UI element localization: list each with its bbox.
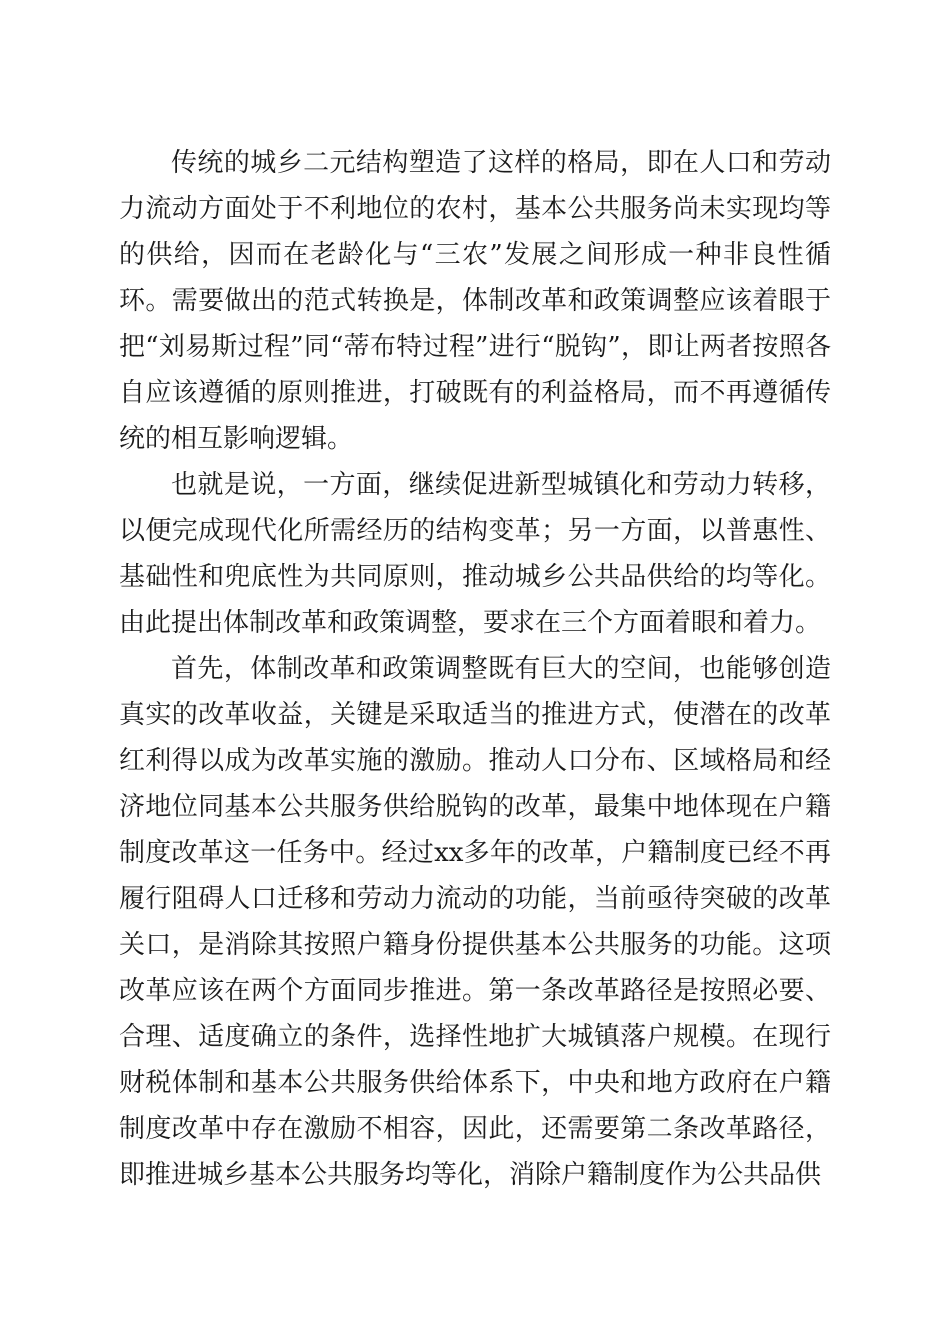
paragraph-1: 传统的城乡二元结构塑造了这样的格局，即在人口和劳动力流动方面处于不利地位的农村，基本公共服务尚未实现均等的供给，因而在老龄化与“三农”发展之间形成一种非良性循环。需要做出的范式转换是，体制改革和政策调整应该着眼于把“刘易斯过程”同“蒂布特过程”进行“脱钩”，即让两者按照各自应该遵循的原则推进，打破既有的利益格局，而不再遵循传统的相互影响逻辑。 bbox=[119, 148, 831, 454]
paragraph-3: 首先，体制改革和政策调整既有巨大的空间，也能够创造真实的改革收益，关键是采取适当的推进方式，使潜在的改革红利得以成为改革实施的激励。推动人口分布、区域格局和经济地位同基本公共服务供给脱钩的改革，最集中地体现在户籍制度改革这一任务中。经过xx多年的改革，户籍制度已经不再履行阻碍人口迁移和劳动力流动的功能，当前亟待突破的改革关口，是消除其按照户籍身份提供基本公共服务的功能。这项改革应该在两个方面同步推进。第一条改革路径是按照必要、合理、适度确立的条件，选择性地扩大城镇落户规模。在现行财税体制和基本公共服务供给体系下，中央和地方政府在户籍制度改革中存在激励不相容，因此，还需要第二条改革路径，即推进城乡基本公共服务均等化，消除户籍制度作为公共品供 bbox=[119, 654, 831, 1190]
document-body bbox=[119, 140, 831, 1198]
paragraph-2: 也就是说，一方面，继续促进新型城镇化和劳动力转移，以便完成现代化所需经历的结构变革；另一方面，以普惠性、基础性和兜底性为共同原则，推动城乡公共品供给的均等化。由此提出体制改革和政策调整，要求在三个方面着眼和着力。 bbox=[119, 470, 831, 638]
